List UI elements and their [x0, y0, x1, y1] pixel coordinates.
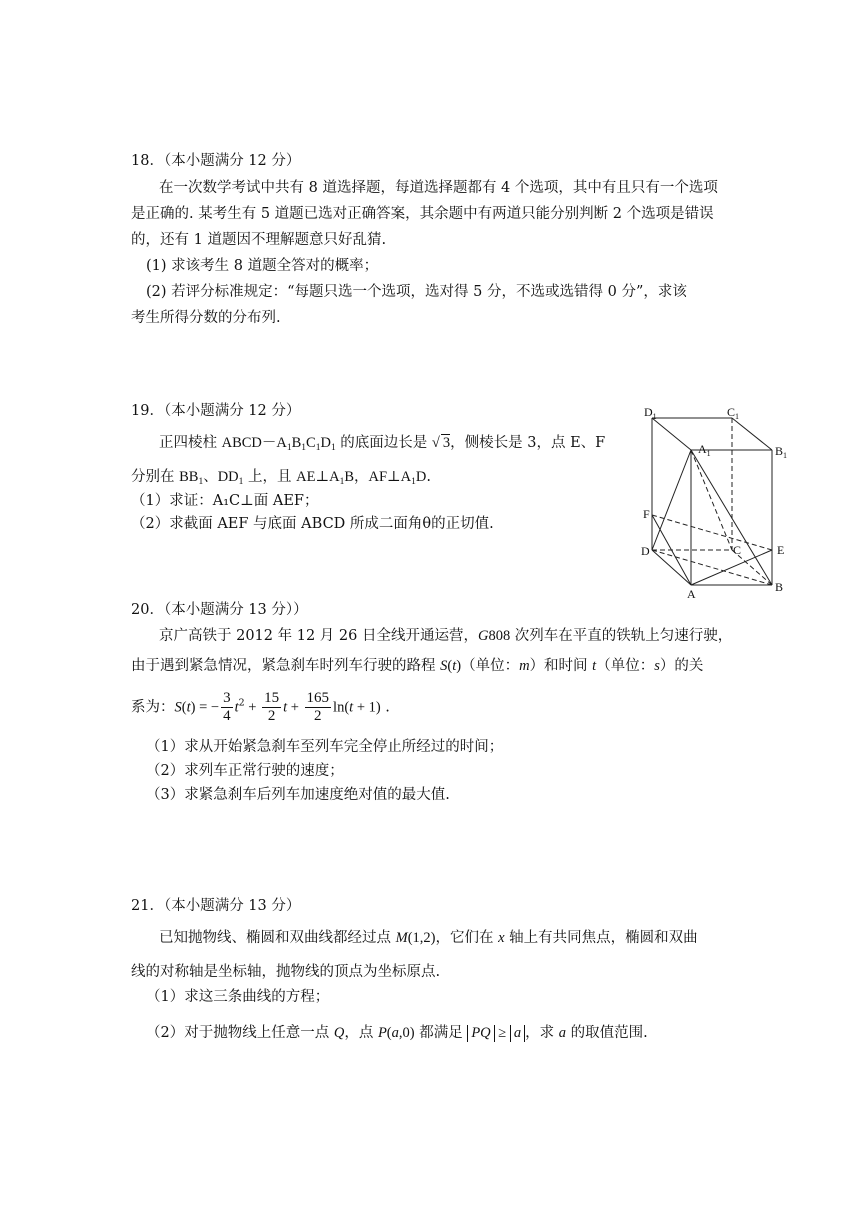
label-a: A [687, 587, 696, 600]
q19-item-2: （2）求截面 AEF 与底面 ABCD 所成二面角θ的正切值. [131, 516, 494, 532]
q20-item-2: （2）求列车正常行驶的速度； [146, 763, 344, 779]
q21-header: 21．（本小题满分 13 分） [131, 898, 301, 914]
q19-para-line-2: 分别在 $BB_1$、$DD_1$ 上，且 $AE\perp A_1B$，$AF\perp A_1D$. [131, 469, 431, 487]
label-e: E [777, 543, 785, 557]
q18-para-line-3: 的，还有 1 道题因不理解题意只好乱猜. [131, 232, 387, 248]
q18-item-2-line-2: 考生所得分数的分布列. [131, 310, 281, 326]
q20-para-line-1: 京广高铁于 2012 年 12 月 26 日全线开通运营，G808 次列车在平直的铁轨上匀速行驶， [159, 628, 733, 644]
q18-para-line-1: 在一次数学考试中共有 8 道选择题，每道选择题都有 4 个选项，其中有且只有一个选项 [159, 180, 718, 196]
segment-a1d [652, 450, 691, 550]
q21-item-1: （1）求这三条曲线的方程； [146, 989, 330, 1005]
q19-para-line-1: 正四棱柱 $ABCD-A_1B_1C_1D_1$ 的底面边长是 √ 3，侧棱长是 3，点 E、F [159, 435, 606, 453]
label-c1: $C_1$ [727, 405, 740, 421]
segment-a1c [691, 450, 732, 550]
label-b: B [775, 580, 784, 594]
label-d1: $D_1$ [644, 405, 657, 421]
edge-c1b1 [732, 418, 772, 450]
q19-item-1: （1）求证：A₁C⊥面 AEF； [131, 493, 319, 509]
segment-fe [652, 515, 772, 550]
q21-item-2: （2）对于抛物线上任意一点 Q，点 P(a,0) 都满足 PQ ≥ a ，求 a 的取值范围. [146, 1025, 648, 1041]
label-d: D [641, 544, 650, 558]
q20-item-1: （1）求从开始紧急刹车至列车完全停止所经过的时间； [146, 739, 504, 755]
q18-item-2-line-1: (2) 若评分标准规定：“每题只选一个选项，选对得 5 分，不选或选错得 0 分”，求该 [146, 284, 687, 300]
label-c: C [733, 543, 742, 557]
q21-para-line-1: 已知抛物线、椭圆和双曲线都经过点 M(1,2)，它们在 x 轴上有共同焦点，椭圆和双曲 [159, 930, 698, 946]
q18-header: 18．（本小题满分 12 分） [131, 153, 301, 169]
label-a1: $A_1$ [698, 442, 711, 458]
q20-para-line-2: 由于遇到紧急情况，紧急刹车时列车行驶的路程 S(t)（单位：m）和时间 t（单位：s）的关 [131, 658, 704, 674]
q18-para-line-2: 是正确的. 某考生有 5 道题已选对正确答案，其余题中有两道只能分别判断 2 个选项是错误 [131, 206, 714, 222]
label-b1: $B_1$ [775, 444, 788, 460]
q21-para-line-2: 线的对称轴是坐标轴，抛物线的顶点为坐标原点. [131, 964, 441, 980]
q20-header: 20．（本小题满分 13 分）） [131, 602, 308, 618]
q20-item-3: （3）求紧急刹车后列车加速度绝对值的最大值. [146, 787, 450, 803]
segment-ea [691, 550, 772, 585]
prism-figure [636, 400, 796, 600]
label-f: F [643, 507, 650, 521]
edge-d1a1 [652, 418, 691, 450]
q20-formula-line: 系为：S(t) = − $\frac{3}{4}$ $t^2$ + $\frac{15}{2}$ t + $\frac{165}{2}$ ln(t + 1) . [131, 690, 390, 724]
q18-item-1: (1) 求该考生 8 道题全答对的概率； [146, 258, 379, 274]
q19-header: 19．（本小题满分 12 分） [131, 403, 301, 419]
